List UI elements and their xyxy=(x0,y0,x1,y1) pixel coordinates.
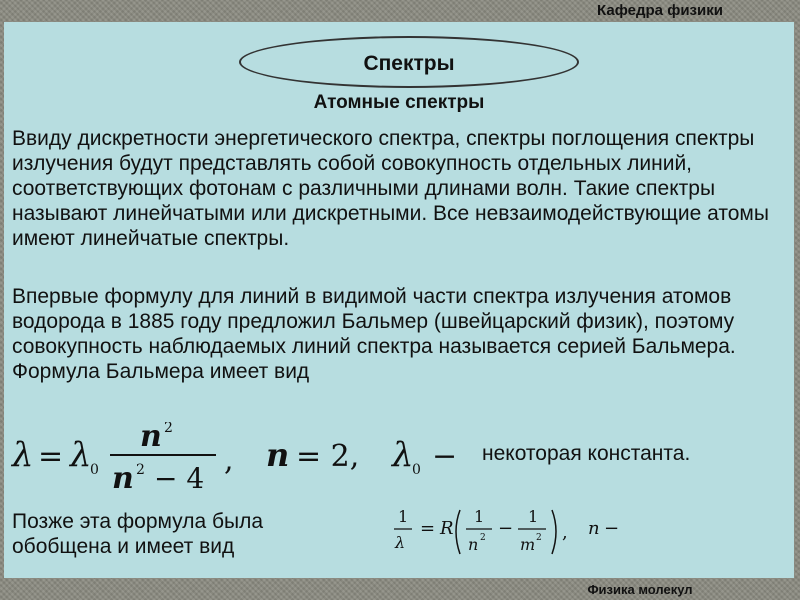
svg-text:n: n xyxy=(468,535,479,554)
svg-text:− 4: − 4 xyxy=(154,462,205,494)
svg-text:2: 2 xyxy=(480,533,486,543)
svg-text:R: R xyxy=(440,518,454,539)
svg-text:n: n xyxy=(140,422,162,454)
paragraph-generalized: Позже эта формула была обобщена и имеет вид xyxy=(12,510,264,558)
svg-text:2: 2 xyxy=(536,533,542,543)
paragraph-intro: Ввиду дискретности энергетического спектра, спектры поглощения спектры излучения будут представлять собой совокупность отдельных линий, соответствующих фотонам с различными длинами волн. Такие спектры называют линейчатыми или дискретными. Все невзаимодействующие атомы имеют линейчатые спектры. xyxy=(12,127,769,250)
svg-text:−: − xyxy=(498,518,514,539)
svg-text:λ: λ xyxy=(395,533,406,552)
svg-text:−: − xyxy=(432,439,458,474)
svg-text:n: n xyxy=(266,436,290,474)
svg-text:= 2,: = 2, xyxy=(296,439,360,474)
svg-text:0: 0 xyxy=(90,462,99,478)
svg-text:λ: λ xyxy=(12,435,34,475)
rydberg-formula xyxy=(392,502,652,564)
svg-text:1: 1 xyxy=(474,507,485,526)
slide-panel xyxy=(4,22,794,578)
department-label: Кафедра физики xyxy=(597,2,723,19)
svg-text:λ: λ xyxy=(70,435,92,475)
svg-text:,: , xyxy=(224,443,234,478)
slide-title: Спектры xyxy=(239,36,579,88)
balmer-constant-note: некоторая константа. xyxy=(482,442,691,465)
paragraph-balmer: Впервые формулу для линий в видимой части спектра излучения атомов водорода в 1885 году предложил Бальмер (швейцарский физик), поэтому совокупность наблюдаемых линий спектра называется серией Бальмера. Формула Бальмера имеет вид xyxy=(12,285,736,383)
svg-text:m: m xyxy=(520,535,536,554)
svg-text:=: = xyxy=(38,439,64,474)
svg-text:1: 1 xyxy=(528,507,539,526)
svg-text:n: n xyxy=(112,461,134,494)
svg-text:=: = xyxy=(420,518,436,539)
svg-text:0: 0 xyxy=(412,462,421,478)
svg-text:−: − xyxy=(604,518,620,539)
svg-text:1: 1 xyxy=(398,507,409,526)
svg-text:,: , xyxy=(562,522,568,543)
svg-text:λ: λ xyxy=(392,435,414,475)
svg-text:2: 2 xyxy=(136,462,145,478)
subject-label: Физика молекул xyxy=(587,582,693,597)
svg-text:n: n xyxy=(588,518,600,539)
slide-subtitle: Атомные спектры xyxy=(313,92,485,113)
svg-text:2: 2 xyxy=(164,422,173,436)
